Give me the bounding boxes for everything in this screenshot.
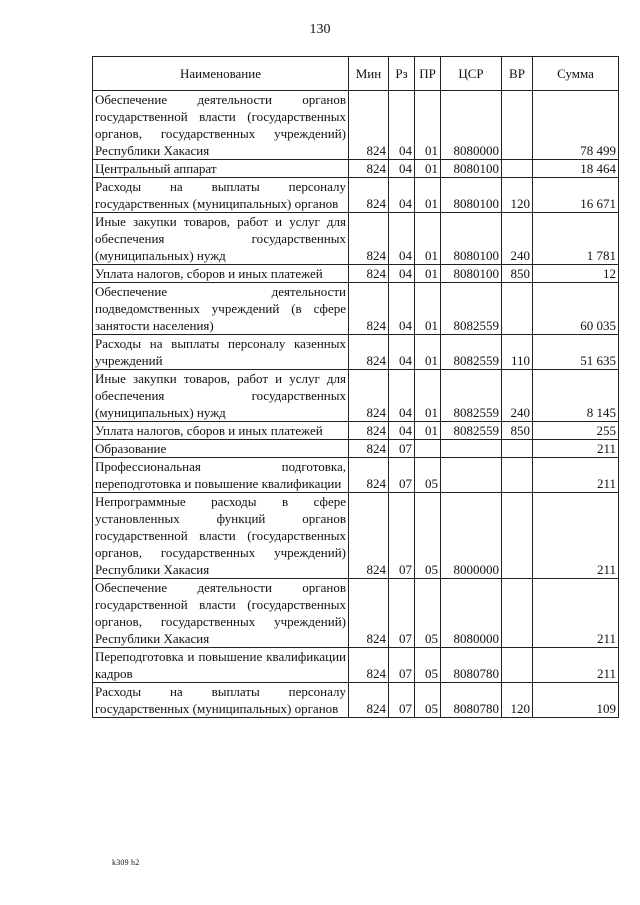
table-row — [93, 91, 619, 160]
cell-sum: 255 — [533, 422, 619, 440]
cell-rz: 04 — [389, 91, 415, 160]
cell-min: 824 — [349, 335, 389, 370]
cell-min: 824 — [349, 648, 389, 683]
cell-sum: 211 — [533, 493, 619, 579]
cell-pr: 01 — [415, 160, 441, 178]
cell-sum: 12 — [533, 265, 619, 283]
cell-min: 824 — [349, 283, 389, 335]
cell-vr: 850 — [502, 265, 533, 283]
cell-name: Центральный аппарат — [93, 160, 349, 178]
cell-name: Расходы на выплаты персоналу государственных (муниципальных) органов — [93, 178, 349, 213]
table-row — [93, 683, 619, 718]
cell-pr: 01 — [415, 265, 441, 283]
cell-sum: 1 781 — [533, 213, 619, 265]
budget-table — [92, 56, 619, 718]
cell-min: 824 — [349, 160, 389, 178]
cell-min: 824 — [349, 458, 389, 493]
table-row — [93, 283, 619, 335]
cell-sum: 51 635 — [533, 335, 619, 370]
footer-code: k309 h2 — [112, 858, 140, 867]
cell-rz: 07 — [389, 440, 415, 458]
cell-name: Образование — [93, 440, 349, 458]
cell-name: Уплата налогов, сборов и иных платежей — [93, 265, 349, 283]
header-name: Наименование — [93, 57, 349, 91]
cell-sum: 60 035 — [533, 283, 619, 335]
cell-vr — [502, 493, 533, 579]
cell-csr: 8080780 — [441, 683, 502, 718]
table-row — [93, 370, 619, 422]
cell-sum: 211 — [533, 648, 619, 683]
header-pr: ПР — [415, 57, 441, 91]
cell-name: Иные закупки товаров, работ и услуг для обеспечения государственных (муниципальных) нужд — [93, 213, 349, 265]
table-row — [93, 648, 619, 683]
cell-pr: 01 — [415, 422, 441, 440]
cell-vr: 240 — [502, 213, 533, 265]
cell-pr: 05 — [415, 579, 441, 648]
cell-vr — [502, 579, 533, 648]
cell-vr: 240 — [502, 370, 533, 422]
cell-name: Иные закупки товаров, работ и услуг для обеспечения государственных (муниципальных) нужд — [93, 370, 349, 422]
cell-vr — [502, 283, 533, 335]
cell-sum: 109 — [533, 683, 619, 718]
cell-vr: 850 — [502, 422, 533, 440]
table-row — [93, 440, 619, 458]
cell-vr — [502, 440, 533, 458]
table-row — [93, 458, 619, 493]
cell-csr: 8000000 — [441, 493, 502, 579]
cell-vr: 120 — [502, 178, 533, 213]
header-vr: ВР — [502, 57, 533, 91]
cell-pr: 01 — [415, 178, 441, 213]
cell-csr — [441, 458, 502, 493]
cell-min: 824 — [349, 493, 389, 579]
cell-rz: 04 — [389, 213, 415, 265]
cell-csr: 8080000 — [441, 579, 502, 648]
cell-pr: 01 — [415, 213, 441, 265]
cell-sum: 16 671 — [533, 178, 619, 213]
cell-csr — [441, 440, 502, 458]
cell-name: Обеспечение деятельности органов государственной власти (государственных органов, государственных учреждений) Республики Хакасия — [93, 91, 349, 160]
cell-min: 824 — [349, 178, 389, 213]
cell-pr: 05 — [415, 493, 441, 579]
cell-csr: 8080100 — [441, 160, 502, 178]
cell-rz: 04 — [389, 370, 415, 422]
header-rz: Рз — [389, 57, 415, 91]
cell-pr — [415, 440, 441, 458]
cell-name: Расходы на выплаты персоналу государственных (муниципальных) органов — [93, 683, 349, 718]
cell-csr: 8080100 — [441, 265, 502, 283]
header-csr: ЦСР — [441, 57, 502, 91]
cell-sum: 78 499 — [533, 91, 619, 160]
cell-min: 824 — [349, 91, 389, 160]
cell-pr: 01 — [415, 370, 441, 422]
cell-csr: 8082559 — [441, 422, 502, 440]
cell-csr: 8080100 — [441, 213, 502, 265]
table-row — [93, 579, 619, 648]
cell-min: 824 — [349, 265, 389, 283]
cell-rz: 07 — [389, 648, 415, 683]
cell-csr: 8080100 — [441, 178, 502, 213]
cell-sum: 211 — [533, 579, 619, 648]
cell-min: 824 — [349, 683, 389, 718]
cell-pr: 05 — [415, 648, 441, 683]
cell-rz: 04 — [389, 265, 415, 283]
table-row — [93, 493, 619, 579]
cell-csr: 8082559 — [441, 335, 502, 370]
table-row — [93, 422, 619, 440]
cell-rz: 04 — [389, 335, 415, 370]
cell-name: Переподготовка и повышение квалификации кадров — [93, 648, 349, 683]
cell-rz: 07 — [389, 493, 415, 579]
cell-vr — [502, 91, 533, 160]
cell-pr: 01 — [415, 91, 441, 160]
cell-min: 824 — [349, 440, 389, 458]
cell-pr: 05 — [415, 458, 441, 493]
cell-rz: 04 — [389, 160, 415, 178]
table-row — [93, 335, 619, 370]
cell-vr — [502, 648, 533, 683]
table-row — [93, 160, 619, 178]
cell-min: 824 — [349, 422, 389, 440]
header-min: Мин — [349, 57, 389, 91]
cell-name: Уплата налогов, сборов и иных платежей — [93, 422, 349, 440]
cell-rz: 04 — [389, 178, 415, 213]
table-row — [93, 265, 619, 283]
cell-csr: 8082559 — [441, 370, 502, 422]
cell-rz: 07 — [389, 458, 415, 493]
cell-vr: 110 — [502, 335, 533, 370]
table-row — [93, 213, 619, 265]
cell-pr: 01 — [415, 283, 441, 335]
cell-rz: 07 — [389, 683, 415, 718]
cell-min: 824 — [349, 213, 389, 265]
cell-sum: 211 — [533, 440, 619, 458]
cell-pr: 05 — [415, 683, 441, 718]
cell-name: Профессиональная подготовка, переподготовка и повышение квалификации — [93, 458, 349, 493]
cell-min: 824 — [349, 579, 389, 648]
header-sum: Сумма — [533, 57, 619, 91]
cell-rz: 04 — [389, 283, 415, 335]
cell-vr — [502, 458, 533, 493]
cell-name: Обеспечение деятельности подведомственных учреждений (в сфере занятости населения) — [93, 283, 349, 335]
cell-vr — [502, 160, 533, 178]
cell-vr: 120 — [502, 683, 533, 718]
cell-csr: 8082559 — [441, 283, 502, 335]
cell-sum: 18 464 — [533, 160, 619, 178]
cell-name: Расходы на выплаты персоналу казенных учреждений — [93, 335, 349, 370]
table-row — [93, 178, 619, 213]
cell-rz: 04 — [389, 422, 415, 440]
cell-sum: 211 — [533, 458, 619, 493]
page-number: 130 — [309, 22, 331, 37]
cell-rz: 07 — [389, 579, 415, 648]
table-body — [93, 91, 619, 718]
cell-name: Обеспечение деятельности органов государственной власти (государственных органов, государственных учреждений) Республики Хакасия — [93, 579, 349, 648]
cell-pr: 01 — [415, 335, 441, 370]
cell-min: 824 — [349, 370, 389, 422]
table-header-row — [93, 57, 619, 91]
cell-sum: 8 145 — [533, 370, 619, 422]
cell-csr: 8080000 — [441, 91, 502, 160]
cell-name: Непрограммные расходы в сфере установленных функций органов государственной власти (государственных органов, государственных учреждений) Республики Хакасия — [93, 493, 349, 579]
cell-csr: 8080780 — [441, 648, 502, 683]
